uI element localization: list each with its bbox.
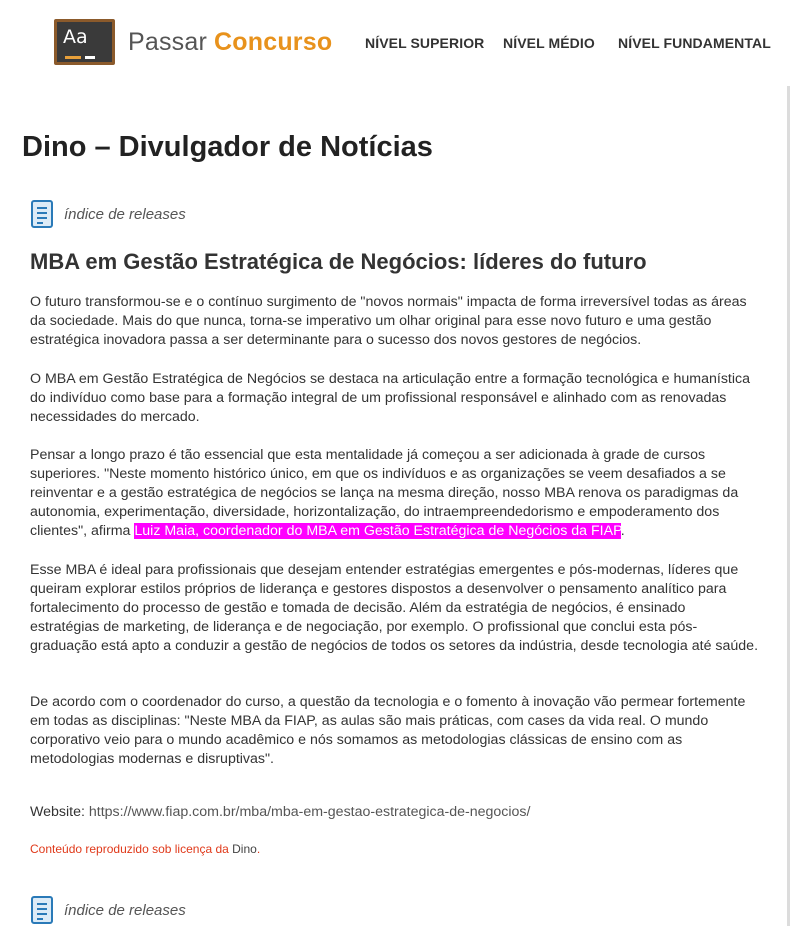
chalkboard-icon: [54, 19, 115, 65]
quote-end: .: [620, 523, 625, 539]
nav-nivel-superior[interactable]: NÍVEL SUPERIOR: [365, 35, 485, 51]
quote-text: Pensar a longo prazo é tão essencial que esta mentalidade já começou a ser adicionada à grade de cursos superiores. "Neste momento histórico único, em que os indivíduos e as organizações se veem desafiados a se reinventar e a gestão estratégica de negócios se lança na mesma direção, nosso MBA renova os paradigmas da autonomia, experimentação, diversidade, horizontalização, do intraempreendedorismo e empoderamento dos clientes", afirma: [30, 447, 739, 539]
highlighted-attribution: Luiz Maia, coordenador do MBA em Gestão Estratégica de Negócios da FIAP: [134, 523, 621, 539]
logo-wordmark: [128, 28, 332, 57]
releases-index-link-top[interactable]: [31, 200, 186, 228]
article-title: MBA em Gestão Estratégica de Negócios: líderes do futuro: [30, 249, 647, 274]
document-icon: [31, 896, 53, 924]
document-icon: [31, 200, 53, 228]
license-text: Conteúdo reproduzido sob licença da: [30, 842, 233, 856]
article-paragraph: O futuro transformou-se e o contínuo surgimento de "novos normais" impacta de forma irreversível todas as áreas da sociedade. Mais do que nunca, torna-se imperativo um olhar original para esse novo futuro e uma gestão estratégica inovadora passa a ser determinante para o sucesso dos novos gestores de negócios.: [30, 294, 747, 348]
nav-nivel-medio[interactable]: NÍVEL MÉDIO: [503, 35, 595, 51]
article-quote-paragraph: [30, 446, 758, 541]
article-paragraph: De acordo com o coordenador do curso, a questão da tecnologia e o fomento à inovação vão permear fortemente em todas as disciplinas: "Neste MBA da FIAP, as aulas são mais práticas, com cases da vida real. O mundo corporativo veio para o mundo acadêmico e nós somamos as metodologias clássicas de ensino com as metodologias modernas e disruptivas".: [30, 694, 746, 767]
article-paragraph: O MBA em Gestão Estratégica de Negócios se destaca na articulação entre a formação tecnológica e humanística do indivíduo como base para a formação integral de um profissional responsável e alinhado com as renovadas necessidades do mercado.: [30, 371, 751, 425]
releases-index-link-bottom[interactable]: [31, 896, 186, 924]
logo-word-concurso: Concurso: [214, 27, 333, 56]
site-logo[interactable]: [54, 19, 332, 65]
logo-word-passar: Passar: [128, 27, 208, 56]
license-notice: [30, 842, 260, 856]
releases-index-label: índice de releases: [64, 901, 186, 919]
license-end: .: [256, 842, 261, 856]
website-label: Website:: [30, 804, 85, 820]
website-line: [30, 804, 530, 820]
license-dino-link[interactable]: Dino: [232, 842, 257, 856]
page-title: Dino – Divulgador de Notícias: [22, 131, 433, 163]
website-link[interactable]: https://www.fiap.com.br/mba/mba-em-gestao-estrategica-de-negocios/: [88, 804, 531, 820]
nav-nivel-fundamental[interactable]: NÍVEL FUNDAMENTAL: [618, 35, 771, 51]
releases-index-label: índice de releases: [64, 205, 186, 223]
site-header: [0, 0, 790, 86]
logo-icon-text: Aa: [63, 26, 88, 48]
article-paragraph: Esse MBA é ideal para profissionais que desejam entender estratégias emergentes e pós-modernas, líderes que queiram explorar estilos próprios de liderança e gestores dispostos a desenvolver o pensamento analítico para fortalecimento do processo de gestão e tomada de decisão. Além da estratégia de negócios, é ensinado estratégias de marketing, de liderança e de negociação, por exemplo. O profissional que conclui esta pós-graduação está apto a conduzir a gestão de negócios de todos os setores da indústria, desde tecnologia até saúde.: [30, 562, 759, 654]
